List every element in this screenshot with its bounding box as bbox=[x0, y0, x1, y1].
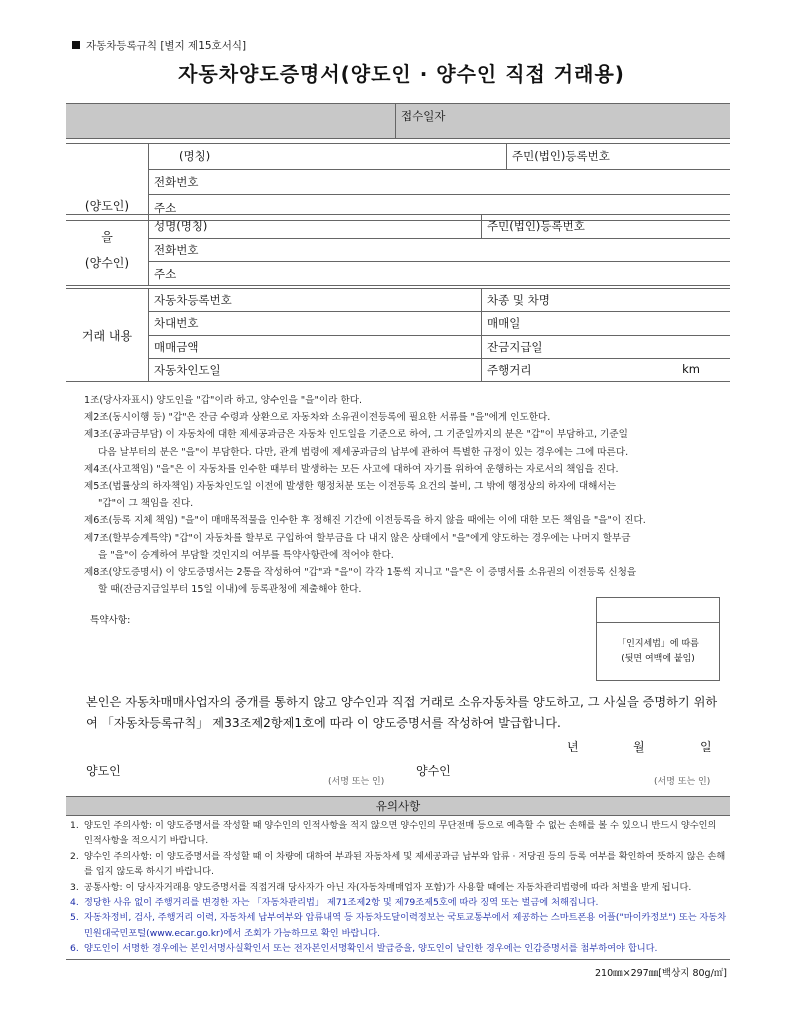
date-year-label[interactable]: 년 bbox=[567, 740, 579, 754]
price-label: 매매금액 bbox=[154, 339, 199, 354]
buyer-section-label-2: (양수인) bbox=[84, 256, 130, 270]
note-text: 양도인 주의사항: 이 양도증명서를 작성할 때 양수인의 인적사항을 적지 않으면 양수인의 무단전매 등으로 예측할 수 없는 손해를 볼 수 있으니 반드시 양수인의 인적사항을 적으시기 바랍니다. bbox=[84, 820, 717, 847]
buyer-table bbox=[66, 214, 730, 286]
mileage-label: 주행거리 bbox=[487, 362, 532, 377]
stamp-box-top bbox=[597, 598, 719, 623]
buyer-signature-field[interactable]: (서명 또는 인) bbox=[654, 777, 711, 787]
note-item bbox=[70, 941, 728, 956]
clause-text: 제5조(법률상의 하자책임) 자동차인도일 이전에 발생한 행정처분 또는 이전등록 요건의 불비, 그 밖에 행정상의 하자에 대해서는 bbox=[84, 481, 616, 493]
certification-statement: 본인은 자동차매매사업자의 중개를 통하지 않고 양수인과 직접 거래로 소유자동차를 양도하고, 그 사실을 증명하기 위하여 「자동차등록규칙」 제33조제2항제1호에 따라 이 양도증명서를 작성하여 발급합니다. bbox=[86, 695, 718, 730]
clause-continuation: 할 때(잔금지급일부터 15일 이내)에 등록관청에 제출해야 한다. bbox=[98, 584, 362, 596]
receipt-date-label: 접수일자 bbox=[401, 109, 446, 123]
seller-name-label: (명칭) bbox=[179, 149, 211, 164]
clause-item bbox=[84, 392, 730, 409]
clause-item bbox=[84, 426, 730, 460]
notes-heading: 유의사항 bbox=[66, 796, 730, 816]
notes-list bbox=[70, 818, 728, 957]
transaction-section-label: 거래 내용 bbox=[66, 289, 149, 382]
clause-text: 제4조(사고책임) "을"은 이 자동차를 인수한 때부터 발생하는 모든 사고에 대하여 자기를 위하여 운행하는 자로서의 책임을 진다. bbox=[84, 463, 619, 475]
buyer-signature-label: 양수인 bbox=[416, 764, 451, 778]
buyer-id-label: 주민(법인)등록번호 bbox=[487, 219, 585, 234]
sale-date-label: 매매일 bbox=[487, 316, 521, 331]
date-month-label[interactable]: 월 bbox=[633, 740, 645, 754]
sale-date-cell[interactable] bbox=[482, 312, 731, 335]
clause-text: 제8조(양도증명서) 이 양도증명서는 2통을 작성하여 "갑"과 "을"이 각각 1통씩 지니고 "을"은 이 증명서를 소유권의 이전등록 신청을 bbox=[84, 567, 637, 579]
buyer-name-label: 성명(명칭) bbox=[154, 219, 208, 234]
mileage-unit: km bbox=[682, 361, 700, 376]
form-reference-text: 자동차등록규칙 [별지 제15호서식] bbox=[86, 40, 247, 52]
paper-spec-footer: 210㎜×297㎜[백상지 80g/㎡] bbox=[594, 968, 727, 979]
buyer-address-cell[interactable] bbox=[149, 262, 731, 286]
balance-date-cell[interactable] bbox=[482, 335, 731, 358]
clause-text: 제3조(공과금부담) 이 자동차에 대한 제세공과금은 자동차 인도일을 기준으로 하여, 그 기준일까지의 분은 "갑"이 부담하고, 기준일 bbox=[84, 429, 628, 441]
special-terms-label[interactable]: 특약사항: bbox=[90, 615, 131, 626]
clause-text: 제6조(등록 지체 책임) "을"이 매매목적물을 인수한 후 정해진 기간에 이전등록을 하지 않을 때에는 이에 대한 모든 책임을 "을"이 진다. bbox=[84, 515, 646, 527]
form-reference bbox=[72, 38, 246, 53]
buyer-phone-label: 전화번호 bbox=[154, 242, 199, 257]
reg-no-cell[interactable] bbox=[149, 289, 482, 312]
clause-item bbox=[84, 530, 730, 564]
receipt-table bbox=[66, 103, 730, 139]
clause-text: 1조(당사자표시) 양도인을 "갑"이라 하고, 양수인을 "을"이라 한다. bbox=[84, 395, 363, 406]
square-bullet-icon bbox=[72, 41, 80, 49]
note-item bbox=[70, 818, 728, 849]
seller-id-label: 주민(법인)등록번호 bbox=[512, 149, 610, 164]
notes-divider bbox=[66, 959, 730, 960]
buyer-name-cell[interactable] bbox=[149, 215, 482, 239]
clause-item bbox=[84, 478, 730, 512]
buyer-phone-cell[interactable] bbox=[149, 238, 731, 262]
transaction-table bbox=[66, 288, 730, 382]
model-cell[interactable] bbox=[482, 289, 731, 312]
terms-clauses bbox=[84, 392, 730, 598]
clause-item bbox=[84, 461, 730, 478]
seller-id-cell[interactable] bbox=[507, 144, 731, 170]
seller-name-cell[interactable] bbox=[149, 144, 507, 170]
note-number: 4. bbox=[70, 897, 79, 909]
stamp-box-text bbox=[597, 623, 719, 667]
note-item bbox=[70, 880, 728, 895]
clause-continuation: 을 "을"이 승계하여 부담할 것인지의 여부를 특약사항란에 적어야 한다. bbox=[98, 549, 394, 561]
note-item bbox=[70, 849, 728, 880]
seller-address-label: 주소 bbox=[154, 200, 177, 215]
reg-no-label: 자동차등록번호 bbox=[154, 293, 232, 308]
balance-date-label: 잔금지급일 bbox=[487, 339, 543, 354]
clause-text: 제7조(할부승계특약) "갑"이 자동차를 할부로 구입하여 할부금을 다 내지 않은 상태에서 "을"에게 양도하는 경우에는 나머지 할부금 bbox=[84, 532, 631, 544]
clause-text: 제2조(동시이행 등) "갑"은 잔금 수령과 상환으로 자동차와 소유권이전등록에 필요한 서류를 "을"에게 인도한다. bbox=[84, 412, 551, 424]
note-item bbox=[70, 910, 728, 941]
note-number: 3. bbox=[70, 881, 79, 893]
note-text: 양수인 주의사항: 이 양도증명서를 작성할 때 이 차량에 대하여 부과된 자동차세 및 제세공과금 납부와 압류 · 저당권 등의 등록 여부를 확인하여 뜻하지 않은 손해를 입지 않도록 하시기 바랍니다. bbox=[84, 850, 726, 878]
note-number: 2. bbox=[70, 850, 79, 862]
note-number: 1. bbox=[70, 820, 79, 831]
note-text: 정당한 사유 없이 주행거리를 변경한 자는 「자동차관리법」 제71조제2항 및 제79조제5호에 따라 징역 또는 벌금에 처해집니다. bbox=[84, 897, 599, 909]
note-item bbox=[70, 895, 728, 910]
seller-signature-field[interactable]: (서명 또는 인) bbox=[328, 777, 385, 787]
note-text: 공통사항: 이 당사자거래용 양도증명서를 직접거래 당사자가 아닌 자(자동차매매업자 포함)가 사용할 때에는 자동차관리법령에 따라 처벌을 받게 됩니다. bbox=[84, 881, 692, 893]
buyer-address-label: 주소 bbox=[154, 266, 177, 281]
clause-item bbox=[84, 409, 730, 426]
seller-phone-label: 전화번호 bbox=[154, 174, 199, 189]
date-day-label[interactable]: 일 bbox=[700, 740, 712, 754]
buyer-id-cell[interactable] bbox=[482, 215, 731, 239]
clause-item bbox=[84, 512, 730, 529]
note-number: 6. bbox=[70, 943, 79, 955]
vin-label: 차대번호 bbox=[154, 316, 199, 331]
clause-item bbox=[84, 564, 730, 598]
stamp-line-1: 「인지세법」에 따름 bbox=[617, 639, 699, 649]
stamp-line-2: (뒷면 여백에 붙임) bbox=[621, 654, 695, 664]
seller-section-label: (양도인) bbox=[66, 144, 149, 221]
note-text: 자동차정비, 검사, 주행거리 이력, 자동차세 납부여부와 압류내역 등 자동차도달이력정보는 국토교통부에서 제공하는 스마트폰용 어플("마이카정보") 또는 자동차민원대국민포털(www.ecar.go.kr)에서 조회가 가능하므로 확인 바랍니다. bbox=[84, 912, 727, 939]
model-label: 차종 및 차명 bbox=[487, 293, 550, 308]
seller-signature-label: 양도인 bbox=[86, 764, 121, 778]
clause-continuation: 다음 날부터의 분은 "을"이 부담한다. 다만, 관계 법령에 제세공과금의 납부에 관하여 특별한 규정이 있는 경우에는 그에 따른다. bbox=[98, 446, 629, 458]
mileage-cell[interactable] bbox=[482, 358, 731, 381]
buyer-section-label-1: 을 bbox=[101, 230, 113, 244]
price-cell[interactable] bbox=[149, 335, 482, 358]
vin-cell[interactable] bbox=[149, 312, 482, 335]
revenue-stamp-box bbox=[596, 597, 720, 681]
buyer-section-label bbox=[66, 215, 149, 286]
receipt-blank-cell bbox=[66, 104, 396, 139]
note-text: 양도인이 서명한 경우에는 본인서명사실확인서 또는 전자본인서명확인서 발급증을, 양도인이 날인한 경우에는 인감증명서를 첨부하여야 합니다. bbox=[84, 943, 658, 955]
seller-table bbox=[66, 143, 730, 221]
delivery-date-cell[interactable] bbox=[149, 358, 482, 381]
note-number: 5. bbox=[70, 912, 79, 924]
seller-phone-cell[interactable] bbox=[149, 169, 731, 195]
receipt-date-cell[interactable] bbox=[396, 104, 731, 139]
clause-continuation: "갑"이 그 책임을 진다. bbox=[98, 498, 194, 510]
delivery-date-label: 자동차인도일 bbox=[154, 362, 221, 377]
document-title: 자동차양도증명서(양도인 · 양수인 직접 거래용) bbox=[178, 62, 625, 86]
